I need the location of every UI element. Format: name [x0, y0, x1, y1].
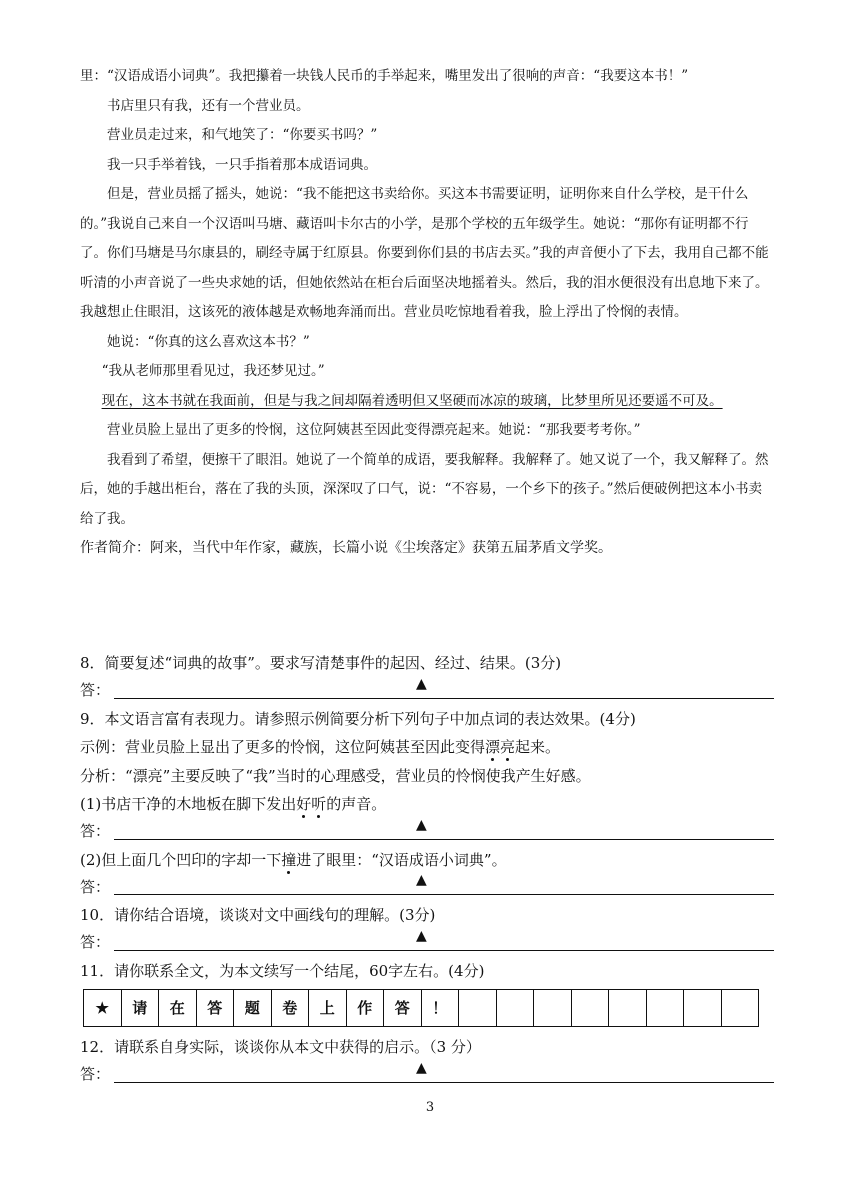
question-9-2: [80, 846, 774, 875]
question-8: 8．简要复述“词典的故事”。要求写清楚事件的起因、经过、结果。(3分): [80, 654, 562, 672]
grid-cell[interactable]: [684, 990, 722, 1027]
example-text: 示例：营业员脸上显出了更多的怜悯，这位阿姨甚至因此变得: [80, 738, 486, 756]
dotted-char: 好: [296, 795, 312, 813]
dotted-char: 听: [311, 795, 327, 813]
grid-cell: 题: [234, 990, 272, 1027]
grid-cell[interactable]: [721, 990, 759, 1027]
answer-line[interactable]: [80, 816, 774, 846]
grid-cell[interactable]: [459, 990, 497, 1027]
answer-blank[interactable]: [114, 872, 774, 895]
answer-grid: [83, 989, 759, 1027]
grid-cell: 作: [346, 990, 384, 1027]
sub-question-text: (1)书店干净的木地板在脚下发出: [80, 795, 297, 813]
triangle-icon: ▲: [416, 927, 427, 944]
example-text: 起来。: [515, 738, 561, 756]
grid-cell: 答: [196, 990, 234, 1027]
answer-line[interactable]: [80, 927, 774, 957]
passage-paragraph: “我从老师那里看见过，我还梦见过。”: [101, 363, 325, 379]
dotted-char: 亮: [500, 738, 516, 756]
question-10: 10．请你结合语境，谈谈对文中画线句的理解。(3分): [80, 906, 436, 924]
passage-paragraph: 她说：“你真的这么喜欢这本书？”: [107, 333, 310, 350]
question-9-example: [80, 733, 774, 762]
grid-cell: 上: [309, 990, 347, 1027]
passage-paragraph: 但是，营业员摇了摇头，她说：“我不能把这书卖给你。买这本书需要证明，证明你来自什么学校，是干什么的。”我说自己来自一个汉语叫马塘、藏语叫卡尔古的小学，是那个学校的五年级学生。她说：“那你有证明都不行了。你们马塘是马尔康县的，刷经寺属于红原县。你要到你们县的书店去买。”我的声音便小了下去，我用自己都不能听清的小声音说了一些央求她的话，但她依然站在柜台后面坚决地摇着头。然后，我的泪水便很没有出息地下来了。我越想止住眼泪，这该死的液体越是欢畅地奔涌而出。营业员吃惊地看着我，脸上浮出了怜悯的表情。: [80, 186, 769, 320]
triangle-icon: ▲: [416, 1059, 427, 1076]
dotted-char: 漂: [485, 738, 501, 756]
passage-paragraph: 营业员脸上显出了更多的怜悯，这位阿姨甚至因此变得漂亮起来。她说：“那我要考考你。”: [107, 422, 641, 438]
answer-label: 答：: [80, 1065, 111, 1083]
grid-cell: ！: [421, 990, 459, 1027]
passage-paragraph: 营业员走过来，和气地笑了：“你要买书吗？”: [107, 127, 378, 143]
question-11: 11．请你联系全文，为本文续写一个结尾，60字左右。(4分): [80, 961, 485, 980]
questions-section: [80, 649, 774, 1089]
dotted-char: 撞: [281, 850, 297, 869]
passage-paragraph: 书店里只有我，还有一个营业员。: [107, 97, 310, 114]
grid-cell[interactable]: [571, 990, 609, 1027]
answer-blank[interactable]: [114, 1059, 774, 1083]
answer-line[interactable]: [80, 874, 774, 901]
answer-label: 答：: [80, 877, 111, 896]
grid-cell[interactable]: [646, 990, 684, 1027]
answer-line[interactable]: [80, 1059, 774, 1089]
question-9-1: [80, 790, 774, 819]
reading-passage: [80, 62, 770, 562]
grid-cell[interactable]: [609, 990, 647, 1027]
question-9-analysis: 分析：“漂亮”主要反映了“我”当时的心理感受，营业员的怜悯使我产生好感。: [80, 766, 591, 785]
triangle-icon: ▲: [416, 872, 427, 888]
answer-label: 答：: [80, 933, 111, 951]
question-9: 9．本文语言富有表现力。请参照示例简要分析下列句子中加点词的表达效果。(4分): [80, 709, 636, 728]
passage-paragraph: 我一只手举着钱，一只手指着那本成语词典。: [107, 156, 377, 173]
grid-cell: 卷: [271, 990, 309, 1027]
passage-paragraph: 我看到了希望，便擦干了眼泪。她说了一个简单的成语，要我解释。我解释了。她又说了一个，我又解释了。然后，她的手越出柜台，落在了我的头顶，深深叹了口气，说：“不容易，一个乡下的孩子。”然后便破例把这本小书卖给了我。: [80, 451, 769, 527]
answer-blank[interactable]: [114, 816, 774, 840]
grid-cell: 请: [121, 990, 159, 1027]
passage-paragraph: 里：“汉语成语小词典”。我把攥着一块钱人民币的手举起来，嘴里发出了很响的声音：“我要这本书！”: [80, 68, 689, 84]
triangle-icon: ▲: [416, 816, 427, 833]
grid-cell[interactable]: [496, 990, 534, 1027]
sub-question-text: (2)但上面几个凹印的字却一下: [80, 850, 282, 869]
answer-label: 答：: [80, 822, 111, 840]
answer-blank[interactable]: [114, 927, 774, 951]
grid-cell: 答: [384, 990, 422, 1027]
page-number: 3: [425, 1100, 435, 1115]
answer-label: 答：: [80, 681, 111, 699]
answer-blank[interactable]: [114, 675, 774, 699]
sub-question-text: 的声音。: [326, 795, 387, 813]
sub-question-text: 进了眼里：“汉语成语小词典”。: [296, 850, 507, 869]
grid-cell: 在: [159, 990, 197, 1027]
question-12: 12．请联系自身实际，谈谈你从本文中获得的启示。（3 分）: [80, 1038, 481, 1056]
answer-line[interactable]: [80, 675, 774, 705]
grid-cell[interactable]: [534, 990, 572, 1027]
triangle-icon: ▲: [416, 675, 427, 692]
grid-cell: ★: [84, 990, 122, 1027]
underlined-sentence: 现在，这本书就在我面前，但是与我之间却隔着透明但又坚硬而冰凉的玻璃，比梦里所见还要遥不可及。: [101, 392, 723, 409]
author-intro: 作者简介：阿来，当代中年作家，藏族，长篇小说《尘埃落定》获第五届茅盾文学奖。: [80, 540, 612, 556]
